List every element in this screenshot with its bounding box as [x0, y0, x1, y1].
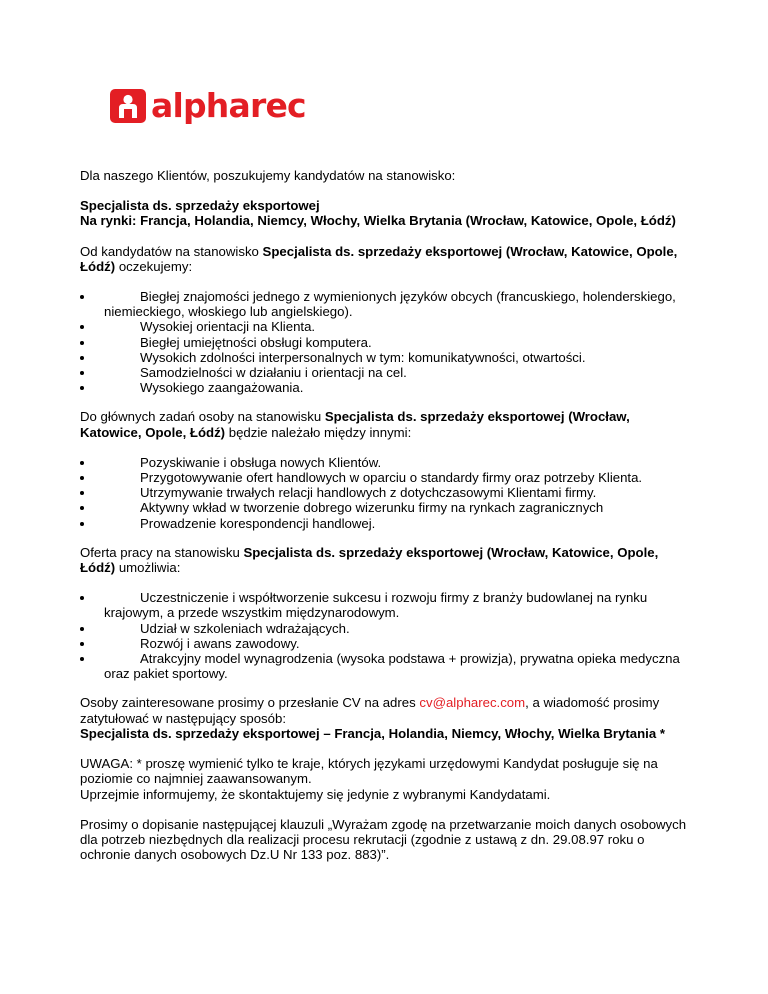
- list-item: Wysokiego zaangażowania.: [80, 380, 688, 395]
- position-title: Specjalista ds. sprzedaży eksportowej: [80, 198, 320, 214]
- list-item: Biegłej umiejętności obsługi komputera.: [80, 335, 688, 350]
- consent-clause: Prosimy o dopisanie następującej klauzuli „Wyrażam zgodę na przetwarzanie moich danych osobowych dla potrzeb niezbędnych dla realizacji procesu rekrutacji (zgodnie z ustawą z dn. 29.08.97 roku o ochronie danych osobowych Dz.U Nr 133 poz. 883)”.: [80, 816, 687, 863]
- position-markets: Na rynki: Francja, Holandia, Niemcy, Włochy, Wielka Brytania (Wrocław, Katowice, Opole, Łódź): [80, 213, 676, 229]
- requirements-list: [80, 289, 688, 395]
- list-item: Przygotowywanie ofert handlowych w oparciu o standardy firmy oraz potrzeby Klienta.: [80, 470, 688, 485]
- logo-wordmark: alpharec: [151, 86, 306, 125]
- position-heading: [80, 198, 688, 228]
- intro-text: Dla naszego Klientów, poszukujemy kandydatów na stanowisko:: [80, 168, 456, 183]
- requirements-intro: Od kandydatów na stanowisko Specjalista ds. sprzedaży eksportowej (Wrocław, Katowice, Opole, Łódź) oczekujemy:: [80, 243, 678, 274]
- list-item: Wysokich zdolności interpersonalnych w tym: komunikatywności, otwartości.: [80, 350, 688, 365]
- list-item: Utrzymywanie trwałych relacji handlowych z dotychczasowymi Klientami firmy.: [80, 485, 688, 500]
- position-title-inline: Specjalista ds. sprzedaży eksportowej (Wrocław, Katowice, Opole, Łódź): [80, 409, 630, 440]
- list-item: Uczestniczenie i współtworzenie sukcesu i rozwoju firmy z branży budowlanej na rynku krajowym, a przede wszystkim międzynarodowym.: [80, 590, 688, 620]
- list-item: Biegłej znajomości jednego z wymienionych języków obcych (francuskiego, holenderskiego, niemieckiego, włoskiego lub angielskiego).: [80, 289, 688, 319]
- warning-note: UWAGA: * proszę wymienić tylko te kraje, których językami urzędowymi Kandydat posługuje się na poziomie co najmniej zaawansowanym.: [80, 756, 658, 787]
- list-item: Pozyskiwanie i obsługa nowych Klientów.: [80, 455, 688, 470]
- list-item: Aktywny wkład w tworzenie dobrego wizerunku firmy na rynkach zagranicznych: [80, 500, 688, 515]
- email-link[interactable]: cv@alpharec.com: [419, 695, 526, 711]
- list-item: Rozwój i awans zawodowy.: [80, 636, 688, 651]
- application-instructions: Osoby zainteresowane prosimy o przesłanie CV na adres cv@alpharec.com, a wiadomość prosimy zatytułować w następujący sposób: Specjalista ds. sprzedaży eksportowej – Francja, Holandia, Niemcy, Włochy, Wielka Brytania *: [80, 695, 665, 741]
- job-posting: [80, 168, 688, 877]
- contact-note: Uprzejmie informujemy, że skontaktujemy się jedynie z wybranymi Kandydatami.: [80, 786, 551, 802]
- company-logo: [110, 87, 306, 125]
- offer-intro: Oferta pracy na stanowisku Specjalista ds. sprzedaży eksportowej (Wrocław, Katowice, Opole, Łódź) umożliwia:: [80, 544, 659, 576]
- email-subject: Specjalista ds. sprzedaży eksportowej – Francja, Holandia, Niemcy, Włochy, Wielka Brytania: [80, 725, 657, 741]
- list-item: Wysokiej orientacji na Klienta.: [80, 319, 688, 334]
- position-title-inline: Specjalista ds. sprzedaży eksportowej (Wrocław, Katowice, Opole, Łódź): [80, 544, 659, 576]
- duties-intro: Do głównych zadań osoby na stanowisku Specjalista ds. sprzedaży eksportowej (Wrocław, Katowice, Opole, Łódź) będzie należało między innymi:: [80, 409, 630, 440]
- offer-list: [80, 590, 688, 681]
- person-in-box-icon: [110, 89, 146, 123]
- duties-list: [80, 455, 688, 531]
- list-item: Samodzielności w działaniu i orientacji na cel.: [80, 365, 688, 380]
- list-item: Udział w szkoleniach wdrażających.: [80, 621, 688, 636]
- list-item: Prowadzenie korespondencji handlowej.: [80, 516, 688, 531]
- notes: [80, 756, 688, 802]
- position-title-inline: Specjalista ds. sprzedaży eksportowej (Wrocław, Katowice, Opole, Łódź): [80, 243, 678, 274]
- list-item: Atrakcyjny model wynagrodzenia (wysoka podstawa + prowizja), prywatna opieka medyczna oraz pakiet sportowy.: [80, 651, 688, 681]
